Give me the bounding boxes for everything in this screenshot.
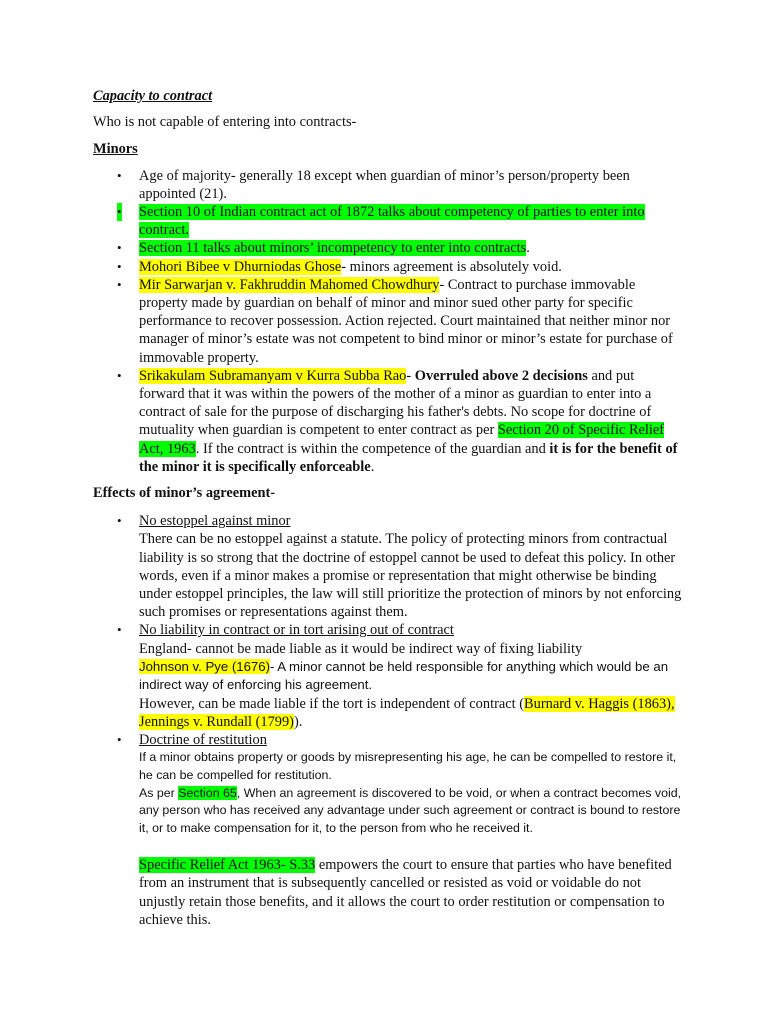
minors-heading: Minors — [93, 141, 138, 158]
item-text: England- cannot be made liable as it would be indirect way of fixing liability — [139, 640, 583, 657]
case-name: Srikakulam Subramanyam v Kurra Subba Rao — [139, 367, 407, 384]
item-text: . — [370, 458, 375, 475]
effects-list — [93, 512, 683, 837]
case-name: Burnard v. Haggis (1863), Jennings v. Rundall (1799) — [139, 695, 675, 730]
document-body — [93, 87, 683, 943]
item-text: and put forward that it was within the powers of the mother of a minor as guardian to enter into a contract of sale for the purpose of discharging his father's debts. No scope for doctrine of mutuality when guardian is competent to enter contract as per — [139, 367, 652, 439]
item-text: If a minor obtains property or goods by misrepresenting his age, he can be compelled to restore it, he can be compelled for restitution. — [139, 750, 677, 782]
item-text: - A minor cannot be held responsible for anything which would be an indirect way of enforcing his agreement. — [139, 658, 669, 693]
bullet-icon: • — [117, 276, 122, 292]
final-paragraph — [93, 856, 683, 929]
item-text: - Contract to purchase immovable property made by guardian on behalf of minor and minor sued other party for specific performance to recover possession. Action rejected. Court maintained that neither minor nor manager of minor’s estate was not competent to bind minor or minor’s estate for purchase of immovable property. — [139, 276, 673, 366]
item-text: As per — [139, 785, 179, 800]
bold-text: Overruled above 2 decisions — [414, 367, 588, 384]
item-text: - — [406, 367, 415, 384]
item-title: No estoppel against minor — [139, 513, 291, 530]
list-item — [93, 367, 683, 476]
item-title: Doctrine of restitution — [139, 732, 267, 749]
list-item — [93, 239, 683, 257]
case-paragraph — [139, 658, 683, 695]
page-title: Capacity to contract — [93, 88, 213, 104]
bullet-icon: • — [117, 513, 122, 529]
effects-heading: Effects of minor’s agreement- — [93, 485, 276, 502]
highlighted-text: Specific Relief Act 1963- S.33 — [139, 857, 316, 874]
item-text: However, can be made liable if the tort is independent of contract ( — [139, 695, 525, 712]
bullet-icon: • — [117, 732, 122, 748]
case-paragraph — [139, 785, 683, 838]
case-name: Johnson v. Pye (1676) — [139, 658, 270, 674]
bullet-icon: • — [117, 167, 122, 183]
minors-list — [93, 167, 683, 476]
case-name: Mir Sarwarjan v. Fakhruddin Mahomed Chowdhury — [139, 276, 440, 293]
list-item — [93, 731, 683, 837]
intro-text: Who is not capable of entering into contracts- — [93, 114, 357, 131]
bold-text: it is for the benefit of the minor it is specifically enforceable — [139, 440, 678, 475]
case-name: Mohori Bibee v Dhurniodas Ghose — [139, 258, 342, 275]
bullet-icon: • — [117, 240, 122, 256]
bullet-icon: • — [117, 622, 122, 638]
spacer — [93, 843, 683, 852]
item-text: There can be no estoppel against a statute. The policy of protecting minors from contractual liability is so strong that the doctrine of estoppel cannot be used to defeat this policy. In other words, even if a minor makes a promise or representation that might otherwise be binding under estoppel principles, the law will still prioritize the protection of minors by not enforcing such promises or representations against them. — [139, 531, 682, 621]
item-text: . If the contract is within the competence of the guardian and — [195, 440, 550, 457]
list-item — [93, 512, 683, 621]
bullet-icon: • — [117, 203, 122, 221]
item-text: Age of majority- generally 18 except when guardian of minor’s person/property been appointed (21). — [139, 167, 630, 202]
item-text: , When an agreement is discovered to be void, or when a contract becomes void, any person who has received any advantage under such agreement or contract is bound to restore it, or to make compensation for it, to the person from who he received it. — [139, 785, 682, 835]
case-paragraph — [139, 695, 683, 731]
list-item — [93, 203, 683, 239]
highlighted-text: Section 10 of Indian contract act of 1872 talks about competency of parties to enter into contract. — [139, 204, 645, 239]
highlighted-text: Section 65 — [178, 785, 237, 800]
list-item — [93, 621, 683, 731]
item-title: No liability in contract or in tort arising out of contract — [139, 622, 454, 639]
bullet-icon: • — [117, 258, 122, 274]
item-text: empowers the court to ensure that parties who have benefited from an instrument that is subsequently cancelled or resisted as void or voidable do not unjustly retain those benefits, and it allows the court to order restitution or compensation to achieve this. — [139, 857, 672, 928]
bullet-icon: • — [117, 367, 122, 383]
highlighted-text: Section 20 of Specific Relief Act, 1963 — [139, 422, 665, 457]
item-text: ). — [293, 713, 303, 730]
highlighted-text: Section 11 talks about minors’ incompetency to enter into contracts — [139, 240, 527, 257]
list-item — [93, 258, 683, 276]
item-text: . — [526, 240, 530, 257]
item-text: - minors agreement is absolutely void. — [341, 258, 562, 275]
list-item — [93, 167, 683, 203]
list-item — [93, 276, 683, 367]
